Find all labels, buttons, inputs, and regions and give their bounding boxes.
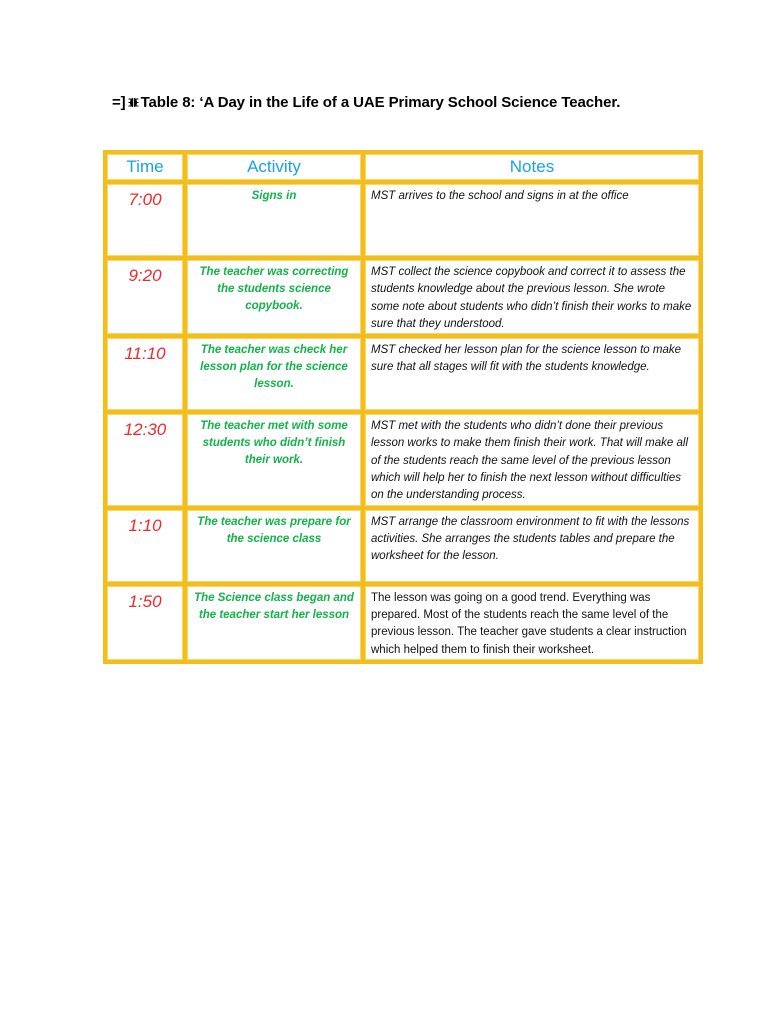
caption-prefix: =] [112,94,126,111]
row-time: 7:00 [107,184,183,256]
row-notes: MST checked her lesson plan for the science lesson to make sure that all stages will fit with the students knowledge. [365,338,699,410]
row-time: 9:20 [107,260,183,334]
bug-glyph-icon [128,96,139,108]
table-row [107,260,699,334]
row-activity: The teacher was check her lesson plan for the science lesson. [187,338,361,410]
row-notes: MST arrives to the school and signs in at the office [365,184,699,256]
row-time: 11:10 [107,338,183,410]
row-notes: MST arrange the classroom environment to fit with the lessons activities. She arranges the students tables and prepare the worksheet for the lesson. [365,510,699,582]
row-activity: The Science class began and the teacher start her lesson [187,586,361,660]
row-activity: The teacher met with some students who didn’t finish their work. [187,414,361,505]
table-row [107,414,699,505]
row-time: 12:30 [107,414,183,505]
table-row [107,184,699,256]
header-notes: Notes [365,154,699,180]
row-activity: The teacher was prepare for the science class [187,510,361,582]
header-time: Time [107,154,183,180]
row-activity: The teacher was correcting the students science copybook. [187,260,361,334]
header-activity: Activity [187,154,361,180]
table-row [107,338,699,410]
caption-text: Table 8: ‘A Day in the Life of a UAE Primary School Science Teacher. [140,94,621,111]
row-activity: Signs in [187,184,361,256]
row-notes: MST collect the science copybook and correct it to assess the students knowledge about the previous lesson. She wrote some note about students who didn’t finish their works to make sure that they understood. [365,260,699,334]
daily-schedule-table [103,150,703,664]
row-notes: MST met with the students who didn’t done their previous lesson works to make them finish their work. That will make all of the students reach the same level of the previous lesson which will help her to finish the next lesson without difficulties on the understanding process. [365,414,699,505]
row-time: 1:50 [107,586,183,660]
table-caption [112,94,620,111]
header-row [107,154,699,180]
table-row [107,510,699,582]
row-notes: The lesson was going on a good trend. Everything was prepared. Most of the students reach the same level of the previous lesson. The teacher gave students a clear instruction which helped them to finish their worksheet. [365,586,699,660]
table-row [107,586,699,660]
row-time: 1:10 [107,510,183,582]
